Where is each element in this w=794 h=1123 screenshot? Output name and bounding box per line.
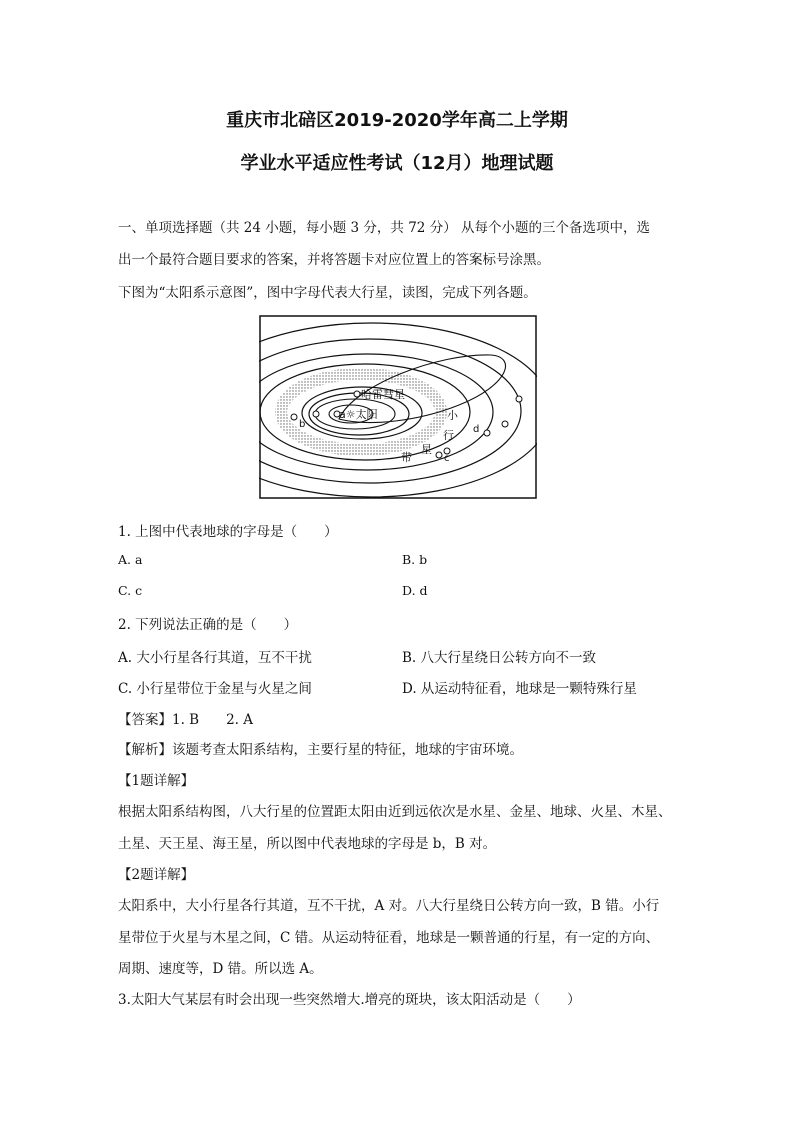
comet-marker bbox=[354, 391, 360, 397]
detail1-heading: 【1题详解】 bbox=[118, 773, 195, 789]
label-b: b bbox=[299, 419, 306, 430]
planet-d bbox=[484, 430, 490, 436]
planet-outer bbox=[516, 396, 522, 402]
label-belt-3: 星 bbox=[421, 443, 432, 456]
q2-stem: 2. 下列说法正确的是（ ） bbox=[118, 617, 298, 633]
detail2-heading: 【2题详解】 bbox=[118, 867, 195, 883]
q2-option-d: D. 从运动特征看，地球是一颗特殊行星 bbox=[402, 681, 637, 697]
answer-line: 【答案】1. B 2. A bbox=[118, 712, 254, 728]
detail2-line2: 星带位于火星与木星之间，C 错。从运动特征看，地球是一颗普通的行星，有一定的方向、 bbox=[118, 930, 660, 946]
detail1-line1: 根据太阳系结构图，八大行星的位置距太阳由近到远依次是水星、金星、地球、火星、木星、 bbox=[118, 804, 672, 820]
label-d: d bbox=[473, 424, 480, 435]
label-belt-1: 小 bbox=[447, 409, 458, 422]
diagram-frame bbox=[260, 316, 536, 498]
planet-inner bbox=[313, 411, 319, 417]
figure-intro: 下图为“太阳系示意图”，图中字母代表大行星，读图，完成下列各题。 bbox=[118, 285, 537, 301]
q2-option-b: B. 八大行星绕日公转方向不一致 bbox=[402, 650, 597, 666]
section-heading-line1: 一、单项选择题（共 24 小题，每小题 3 分，共 72 分） 从每个小题的三个备选项中，选 bbox=[118, 220, 650, 236]
q3-stem: 3.太阳大气某层有时会出现一些突然增大.增亮的斑块，该太阳活动是（ ） bbox=[118, 992, 581, 1008]
section-heading-line2: 出一个最符合题目要求的答案，并将答题卡对应位置上的答案标号涂黑。 bbox=[118, 252, 550, 268]
label-c: c bbox=[444, 453, 450, 464]
label-sun: a☼太阳 bbox=[339, 408, 378, 421]
label-comet: 哈雷彗星 bbox=[361, 388, 405, 401]
detail1-line2: 土星、天王星、海王星，所以图中代表地球的字母是 b，B 对。 bbox=[118, 836, 497, 852]
analysis-line: 【解析】该题考查太阳系结构，主要行星的特征，地球的宇宙环境。 bbox=[118, 742, 523, 758]
planet-b bbox=[291, 414, 297, 420]
detail2-line1: 太阳系中，大小行星各行其道，互不干扰，A 对。八大行星绕日公转方向一致，B 错。小行 bbox=[118, 898, 660, 914]
q1-option-b: B. b bbox=[402, 552, 428, 567]
detail2-line3: 周期、速度等，D 错。所以选 A。 bbox=[118, 961, 323, 977]
q2-option-c: C. 小行星带位于金星与火星之间 bbox=[118, 681, 312, 697]
planet-c bbox=[436, 452, 442, 458]
label-belt-2: 行 bbox=[443, 429, 454, 442]
planet-d2 bbox=[502, 421, 508, 427]
doc-title-line2: 学业水平适应性考试（12月）地理试题 bbox=[240, 153, 554, 174]
q1-option-a: A. a bbox=[118, 552, 143, 567]
q1-stem: 1. 上图中代表地球的字母是（ ） bbox=[118, 524, 338, 540]
label-belt-4: 带 bbox=[401, 451, 412, 464]
q1-option-d: D. d bbox=[402, 583, 428, 598]
q1-option-c: C. c bbox=[118, 583, 143, 598]
q2-option-a: A. 大小行星各行其道，互不干扰 bbox=[118, 650, 312, 666]
solar-system-diagram bbox=[259, 315, 537, 499]
doc-title-line1: 重庆市北碚区2019-2020学年高二上学期 bbox=[226, 110, 568, 131]
